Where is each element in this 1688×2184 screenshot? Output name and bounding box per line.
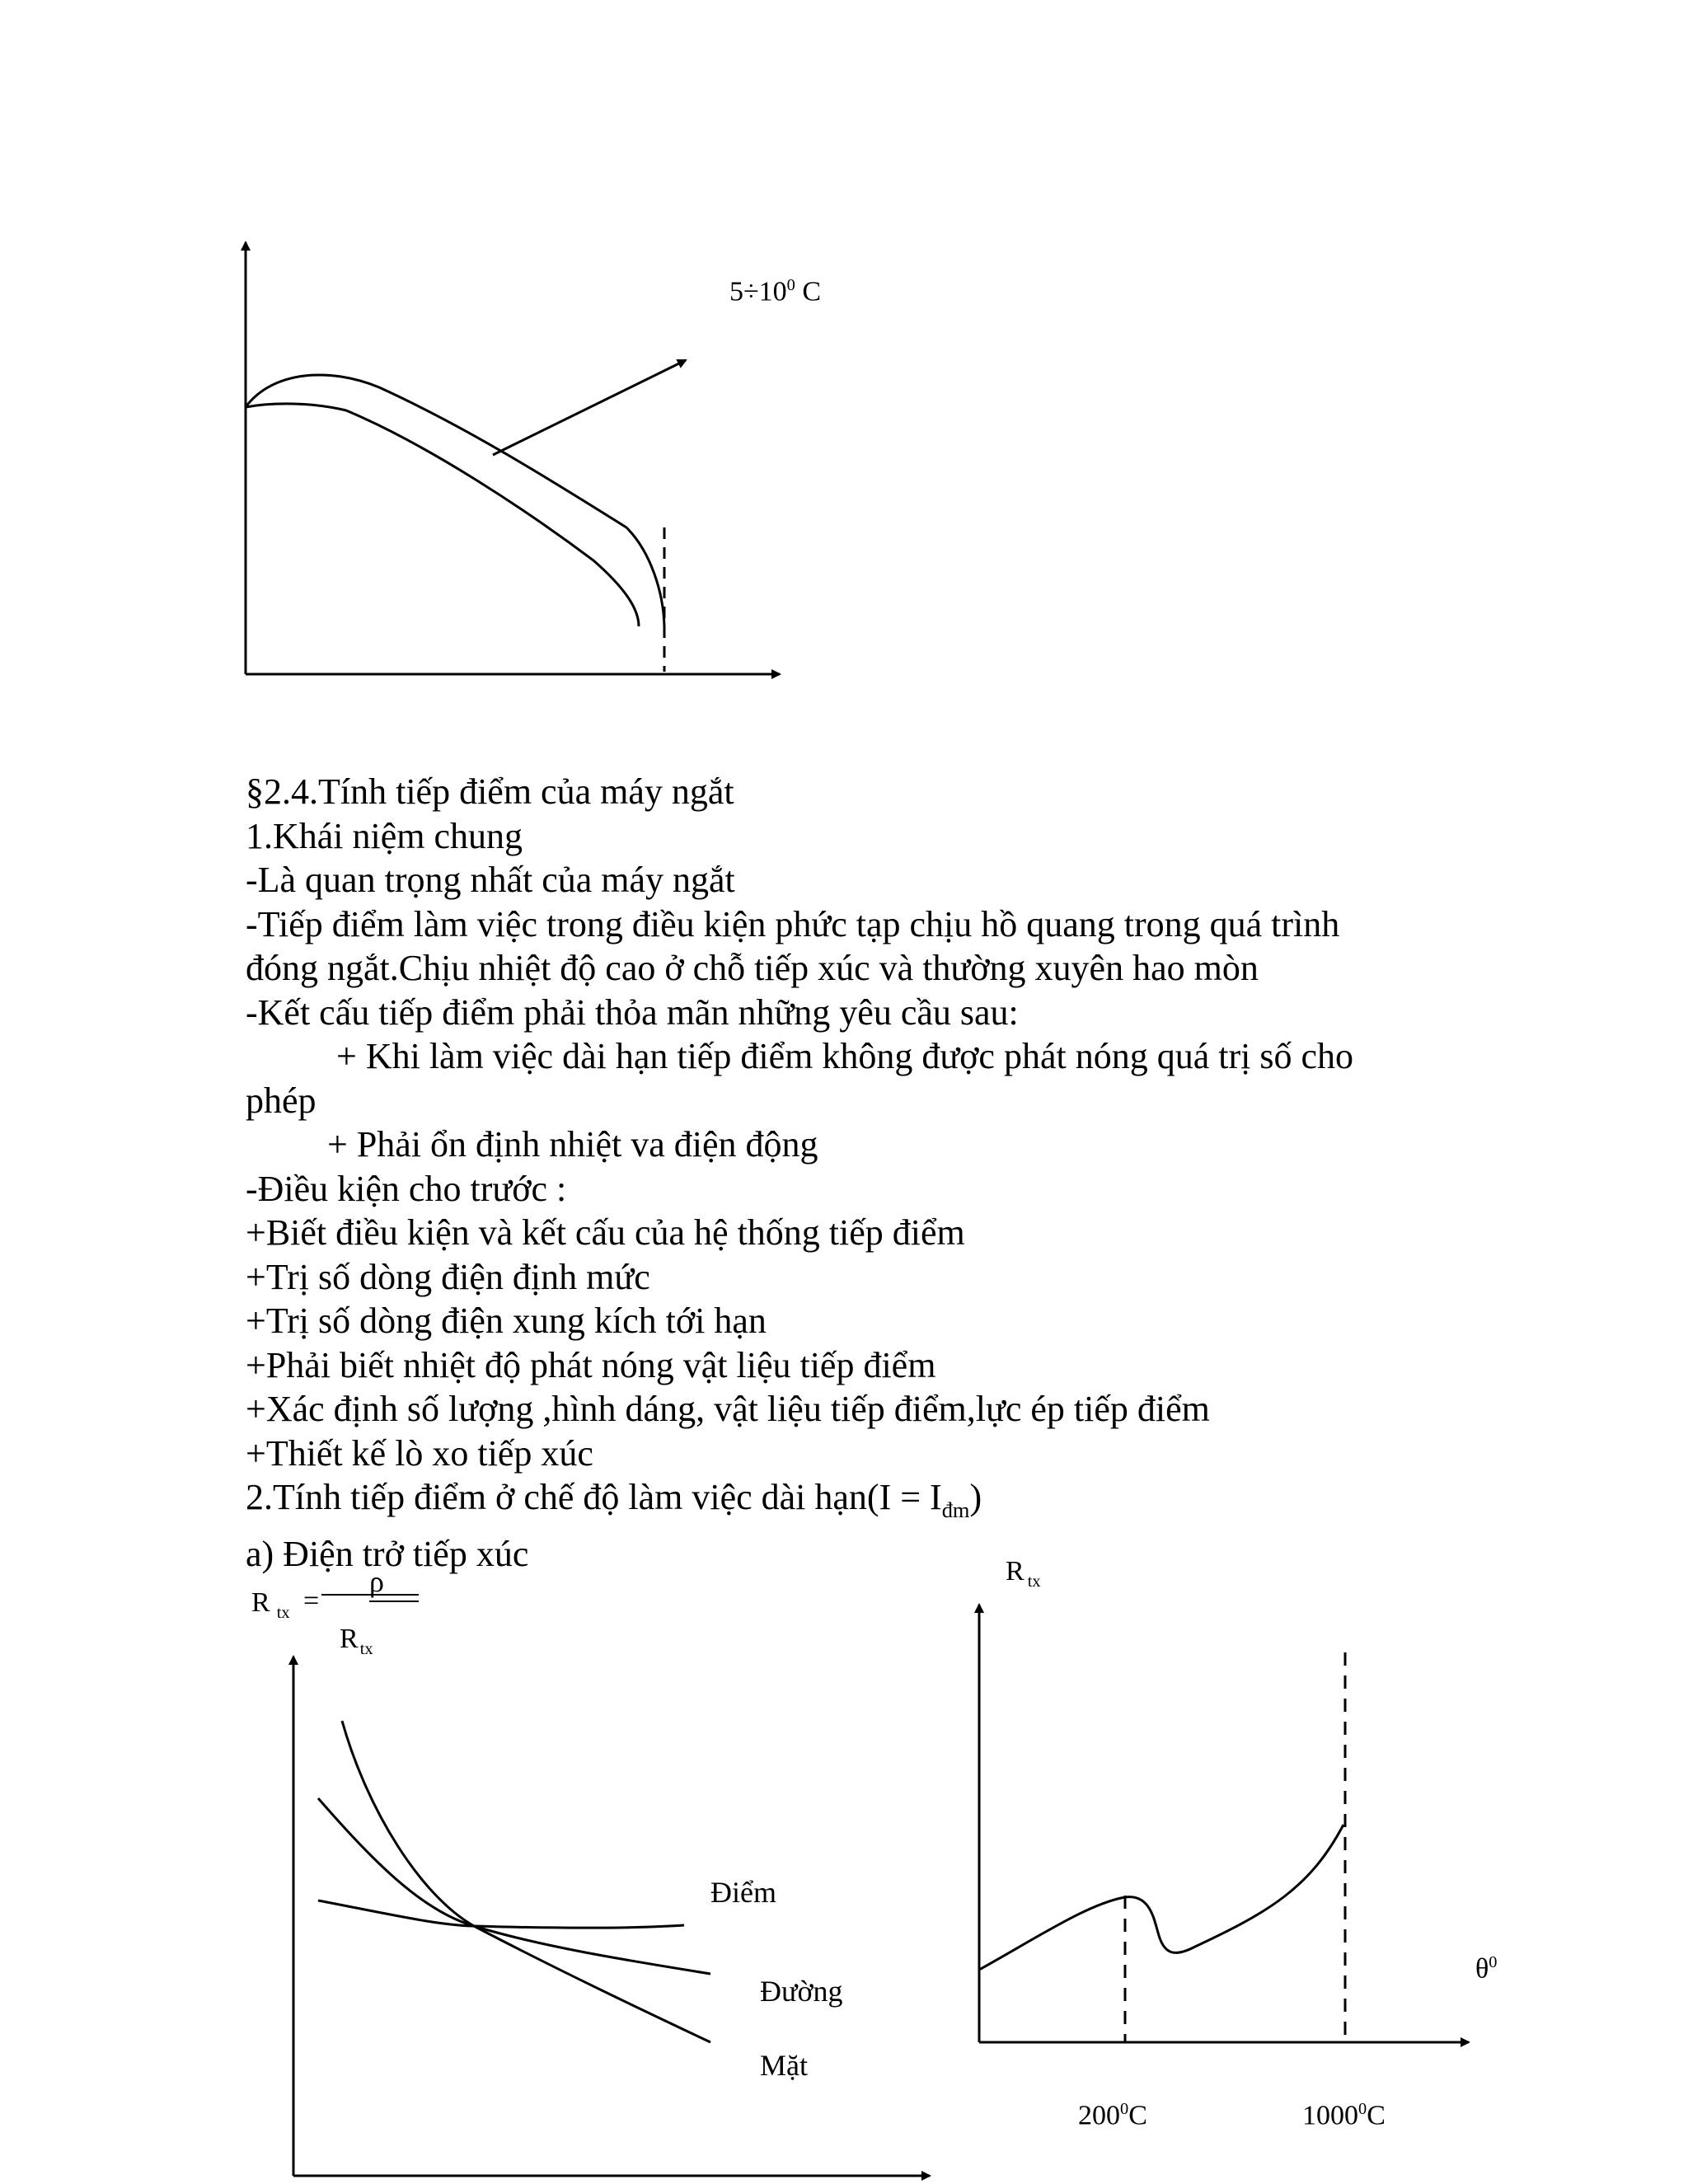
formula-lhs-subscript: tx	[276, 1603, 290, 1622]
text-line: +Thiết kế lò xo tiếp xúc	[246, 1432, 593, 1474]
left-chart-label-surface: Mặt	[760, 2049, 808, 2082]
marker-1000-degree: 0	[1358, 2100, 1367, 2118]
text-line: +Xác định số lượng ,hình dáng, vật liệu tiếp điểm,lực ép tiếp điểm	[246, 1389, 1210, 1429]
annotation-range: 5÷10	[729, 276, 787, 307]
formula-denominator-symbol: R	[340, 1624, 359, 1654]
left-chart	[293, 1657, 930, 2176]
annotation-degree: 0	[786, 276, 795, 294]
formula-denominator-subscript: tx	[359, 1639, 373, 1658]
text-line: -Điều kiện cho trước :	[246, 1168, 567, 1209]
subsection-a: a) Điện trở tiếp xúc	[246, 1534, 529, 1575]
text-line: đóng ngắt.Chịu nhiệt độ cao ở chỗ tiếp xúc và thường xuyên hao mòn	[246, 948, 1259, 988]
text-line: +Phải biết nhiệt độ phát nóng vật liệu tiếp điểm	[246, 1344, 936, 1385]
marker-1000-value: 1000	[1302, 2100, 1358, 2131]
subheading-text: 2.Tính tiếp điểm ở chế độ làm việc dài hạn(I = I	[246, 1477, 942, 1517]
text-line: +Trị số dòng điện định mức	[246, 1256, 650, 1297]
right-chart-y-subscript: tx	[1027, 1572, 1041, 1591]
subheading-subscript: đm	[941, 1497, 970, 1522]
right-chart-marker-200	[1078, 2100, 1147, 2131]
left-chart-label-line: Đường	[760, 1975, 843, 2008]
text-line: + Phải ổn định nhiệt va điện động	[246, 1124, 818, 1165]
text-line: + Khi làm việc dài hạn tiếp điểm không được phát nóng quá trị số cho	[246, 1036, 1353, 1076]
text-line: -Kết cấu tiếp điểm phải thỏa mãn những yêu cầu sau:	[246, 991, 1019, 1033]
right-chart-y-label	[1006, 1556, 1041, 1591]
top-chart-lower-curve	[246, 404, 639, 626]
text-line: +Trị số dòng điện xung kích tới hạn	[246, 1301, 767, 1341]
right-chart-marker-1000	[1302, 2100, 1386, 2131]
right-chart-x-superscript: 0	[1489, 1953, 1498, 1971]
section-text	[246, 770, 1482, 1577]
marker-200-degree: 0	[1120, 2100, 1129, 2118]
right-chart	[979, 1605, 1469, 2042]
marker-200-value: 200	[1078, 2100, 1120, 2131]
marker-200-unit: C	[1128, 2100, 1147, 2131]
right-chart-y-symbol: R	[1006, 1556, 1025, 1586]
annotation-unit: C	[795, 276, 822, 307]
top-chart-upper-curve	[246, 375, 664, 626]
top-chart	[246, 242, 780, 674]
top-chart-annotation-arrow	[493, 360, 686, 455]
marker-1000-unit: C	[1367, 2100, 1386, 2131]
formula-lhs	[251, 1587, 290, 1623]
subheading	[246, 1475, 1482, 1532]
left-chart-curve-point	[318, 1900, 684, 1928]
right-chart-x-symbol: θ	[1475, 1953, 1489, 1985]
formula-numerator: ρ	[369, 1565, 384, 1598]
text-line: -Là quan trọng nhất của máy ngắt	[246, 860, 735, 900]
left-chart-label-point: Điểm	[710, 1876, 776, 1909]
text-line: +Biết điều kiện và kết cấu của hệ thống tiếp điểm	[246, 1212, 965, 1253]
subheading-close: )	[969, 1477, 982, 1517]
right-chart-curve	[979, 1825, 1343, 1970]
right-chart-x-label	[1475, 1953, 1498, 1985]
text-line: phép	[246, 1080, 316, 1121]
formula-lhs-symbol: R	[251, 1587, 270, 1618]
formula-denominator	[340, 1624, 373, 1659]
text-line: -Tiếp điểm làm việc trong điều kiện phức tạp chịu hồ quang trong quá trình	[246, 903, 1340, 944]
text-line: 1.Khái niệm chung	[246, 815, 523, 856]
top-chart-annotation	[729, 276, 821, 307]
section-heading: §2.4.Tính tiếp điểm của máy ngắt	[246, 771, 734, 812]
formula-equals: =	[303, 1586, 320, 1616]
